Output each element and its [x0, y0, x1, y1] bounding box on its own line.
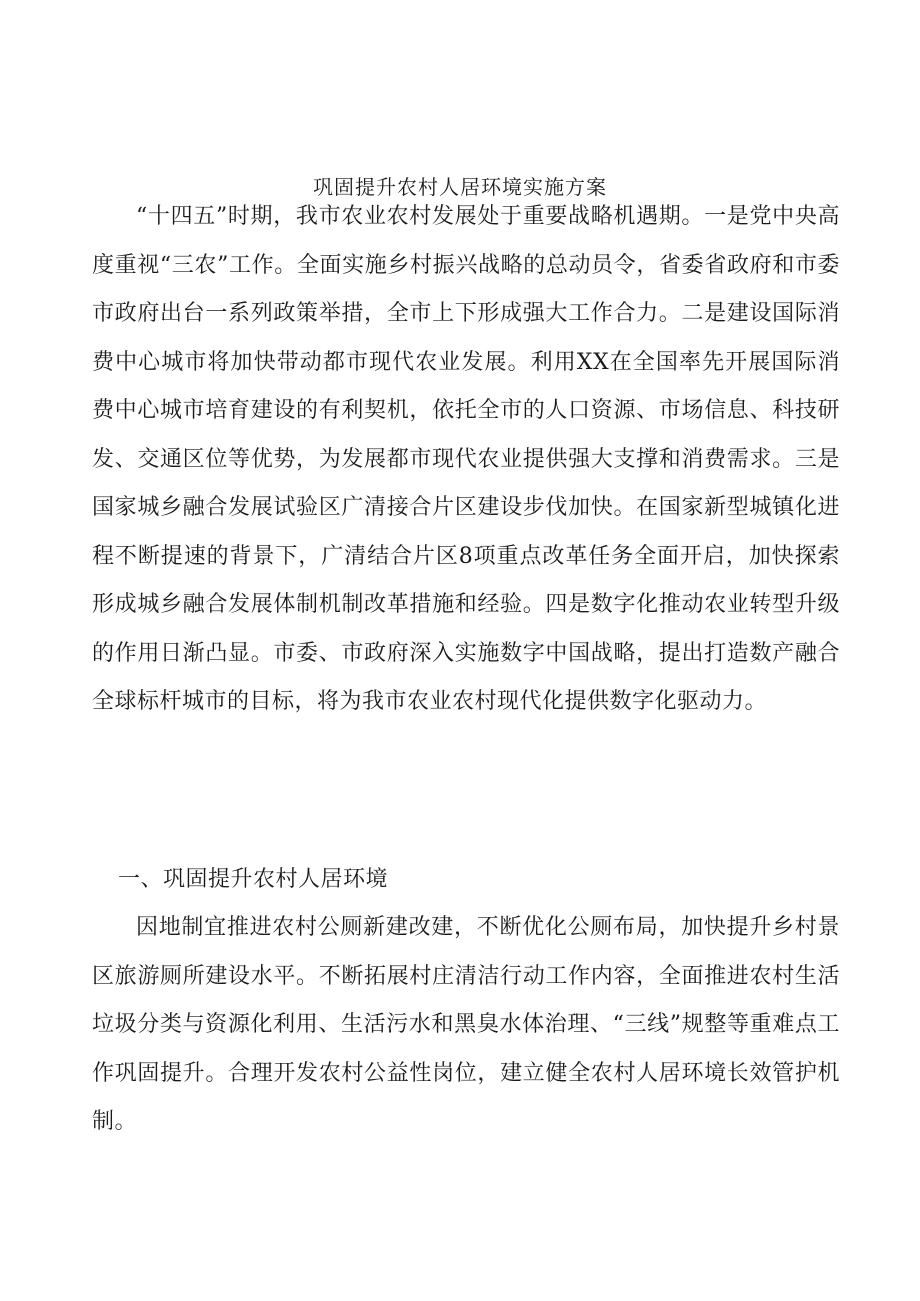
- section-paragraph: 因地制宜推进农村公厕新建改建，不断优化公厕布局，加快提升乡村景区旅游厕所建设水平。不断拓展村庄清洁行动工作内容，全面推进农村生活垃圾分类与资源化利用、生活污水和黑臭水体治理、“三线”规整等重难点工作巩固提升。合理开发农村公益性岗位，建立健全农村人居环境长效管护机制。: [92, 915, 840, 1134]
- intro-paragraph: “十四五”时期，我市农业农村发展处于重要战略机遇期。一是党中央高度重视“三农”工作。全面实施乡村振兴战略的总动员令，省委省政府和市委市政府出台一系列政策举措，全市上下形成强大工作合力。二是建设国际消费中心城市将加快带动都市现代农业发展。利用XX在全国率先开展国际消费中心城市培育建设的有利契机，依托全市的人口资源、市场信息、科技研发、交通区位等优势，为发展都市现代农业提供强大支撑和消费需求。三是国家城乡融合发展试验区广清接合片区建设步伐加快。在国家新型城镇化进程不断提速的背景下，广清结合片区8项重点改革任务全面开启，加快探索形成城乡融合发展体制机制改革措施和经验。四是数字化推动农业转型升级的作用日渐凸显。市委、市政府深入实施数字中国战略，提出打造数产融合全球标杆城市的目标，将为我市农业农村现代化提供数字化驱动力。: [92, 204, 840, 714]
- section-heading: 一、巩固提升农村人居环境: [118, 867, 389, 892]
- document-title: 巩固提升农村人居环境实施方案: [313, 175, 607, 199]
